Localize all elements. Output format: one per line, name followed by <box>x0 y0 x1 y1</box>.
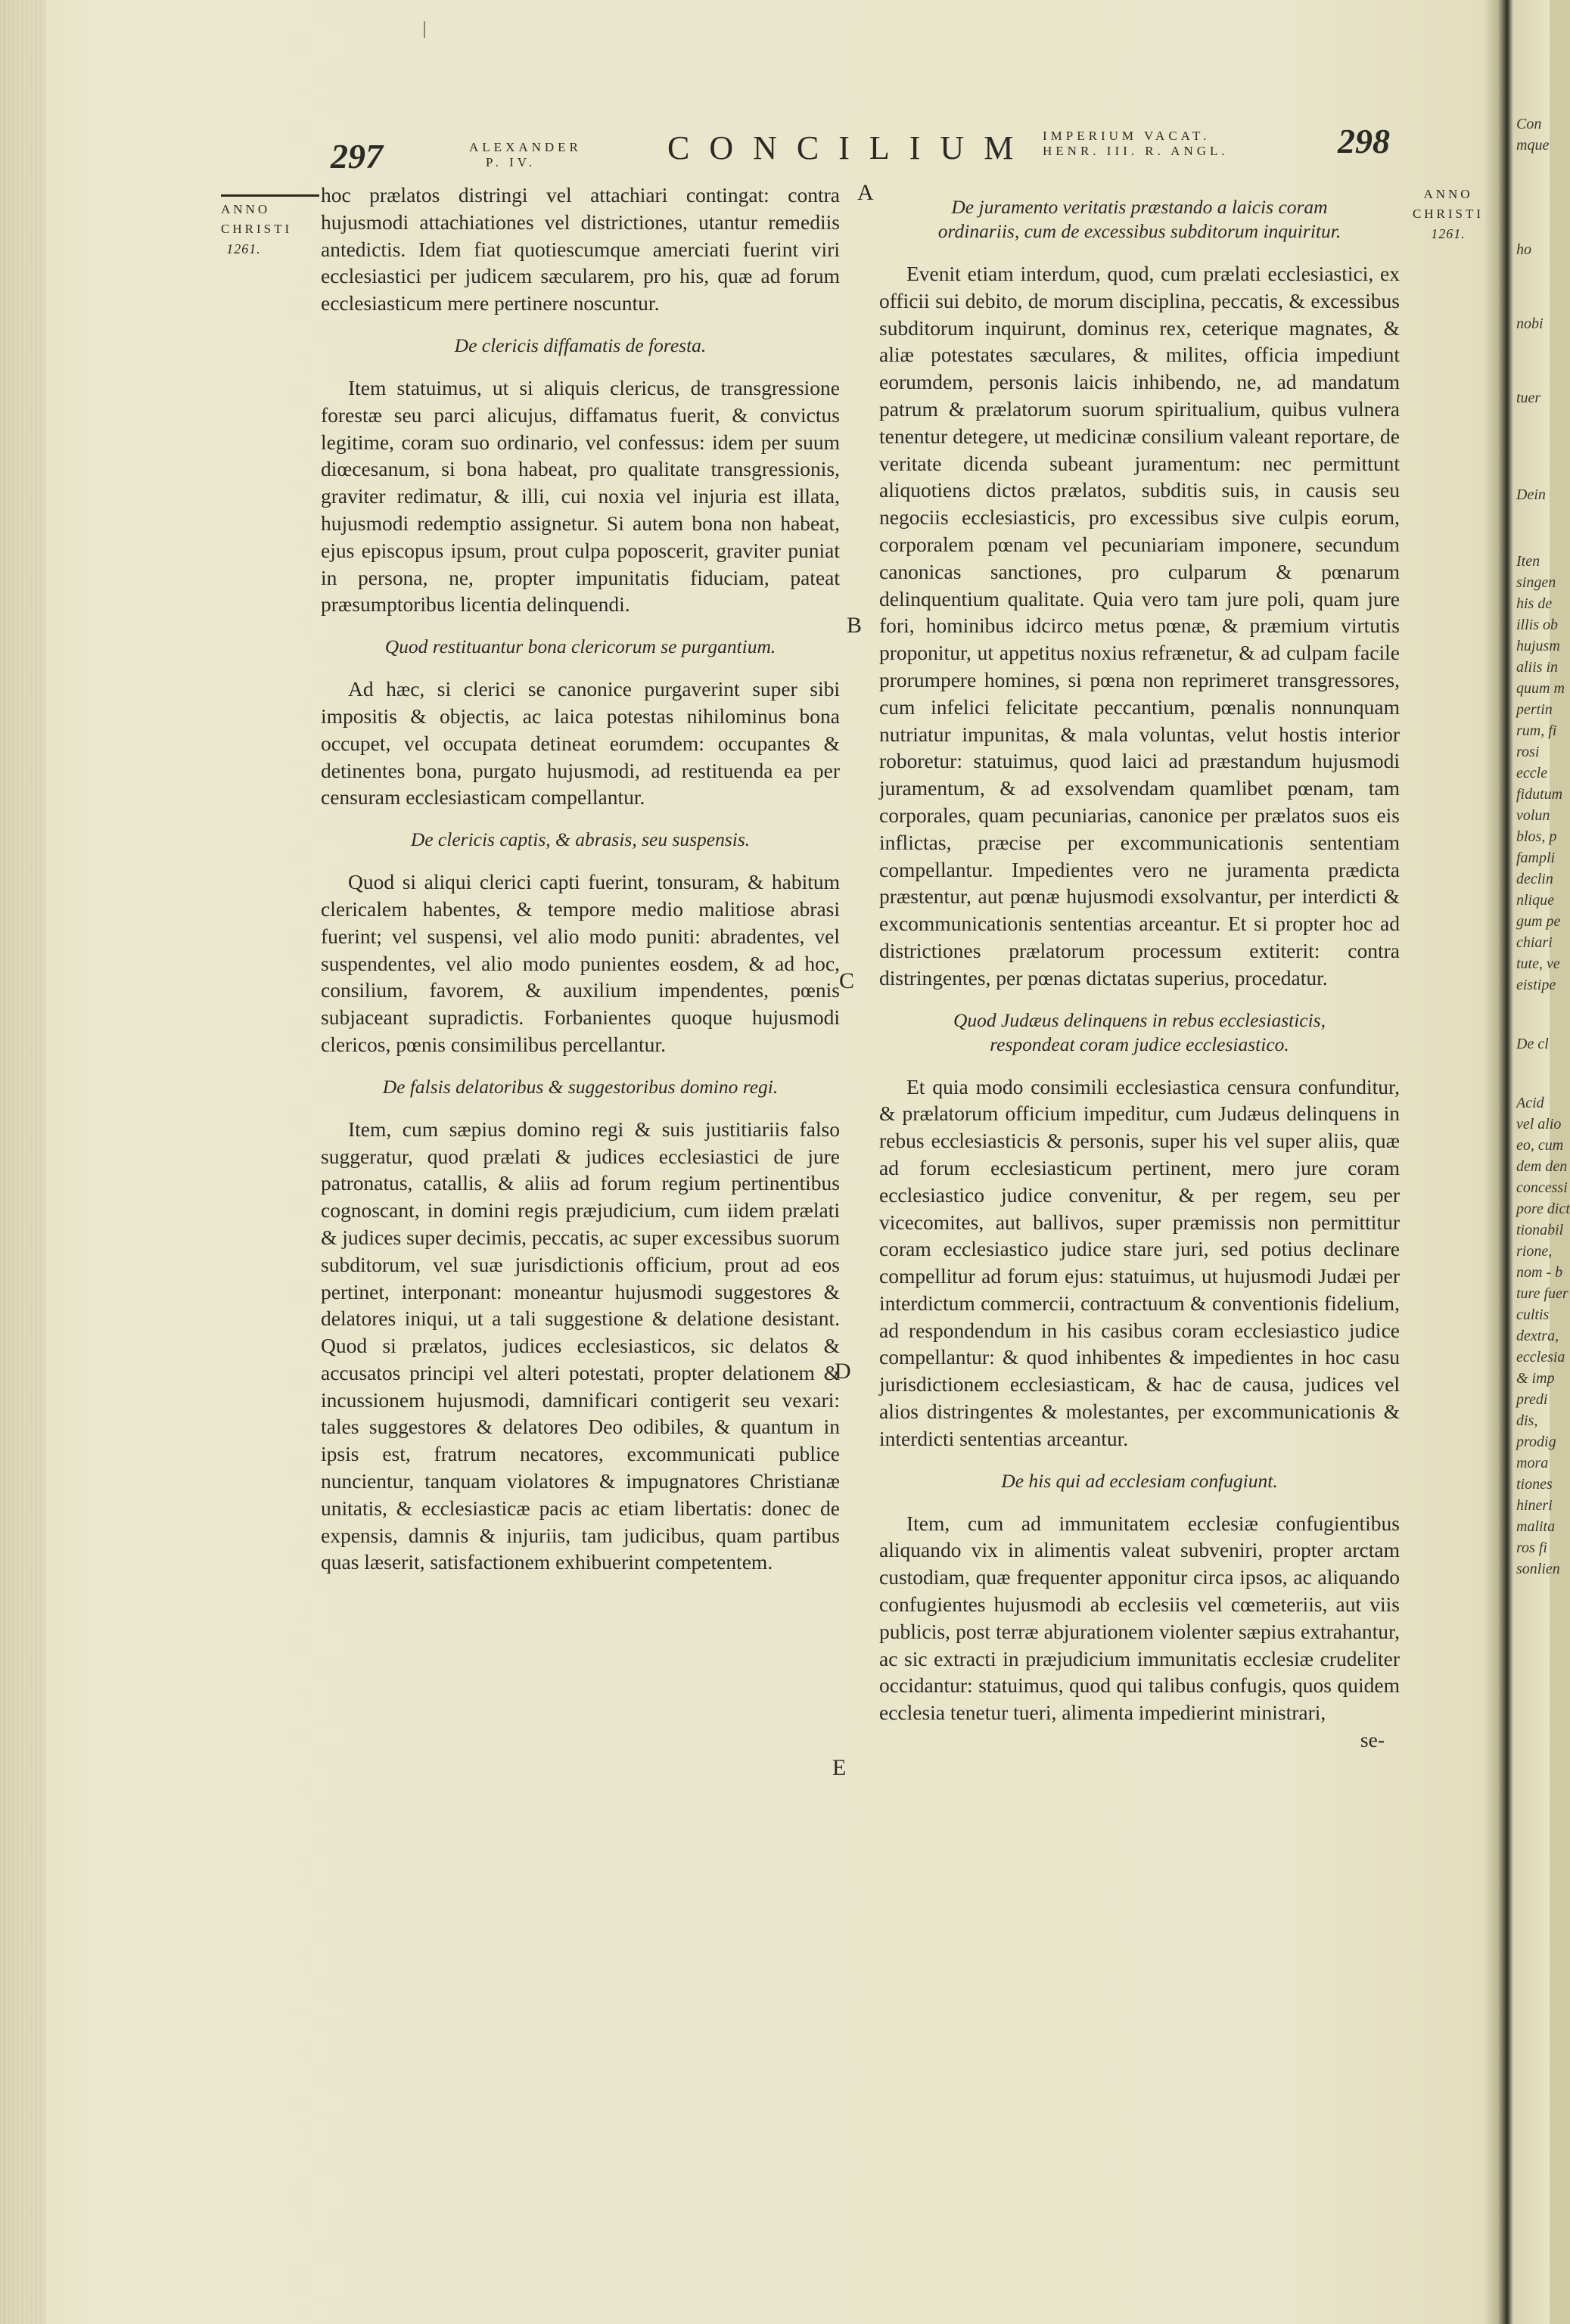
bleed-line: rum, fi <box>1516 722 1557 739</box>
bleed-line: illis ob <box>1516 617 1559 633</box>
bleed-line: declin <box>1516 871 1553 887</box>
section-heading: De clericis captis, & abrasis, seu suspensis. <box>410 828 751 851</box>
printer-mark <box>424 21 425 38</box>
bleed-line: ho <box>1516 241 1531 258</box>
bleed-line: nlique <box>1516 892 1554 909</box>
bleed-line: sonlien <box>1516 1561 1560 1577</box>
bleed-line: nobi <box>1516 315 1544 332</box>
bleed-line: concessi <box>1516 1179 1568 1196</box>
section-letter-b: B <box>847 613 863 638</box>
bleed-line: & imp <box>1516 1370 1555 1387</box>
bleed-line: Dein <box>1516 486 1546 503</box>
section-letter-e: E <box>832 1755 847 1780</box>
left-running-head <box>469 140 582 170</box>
bleed-line: mque <box>1516 137 1550 154</box>
section-heading: Quod Judæus delinquens in rebus ecclesiasticis, respondeat coram judice ecclesiastico. <box>953 1008 1326 1055</box>
margin-note-left-line2: CHRISTI <box>221 222 293 236</box>
bleed-line: prodig <box>1516 1434 1556 1450</box>
bleed-line: fidutum <box>1516 786 1563 803</box>
bleed-line: ros fi <box>1516 1539 1547 1556</box>
left-running-head-line1: ALEXANDER <box>469 140 582 154</box>
section-heading: De juramento veritatis præstando a laicis coram ordinariis, cum de excessibus subditorum inquiritur. <box>937 196 1341 242</box>
bleed-line: De cl <box>1516 1036 1549 1052</box>
bleed-line: tionabil <box>1516 1222 1564 1238</box>
bleed-line: eo, cum <box>1516 1137 1564 1154</box>
right-column <box>879 189 1400 1754</box>
section-heading: De clericis diffamatis de foresta. <box>454 334 707 356</box>
margin-note-left-line1: ANNO <box>221 202 271 216</box>
section-heading: Quod restituantur bona clericorum se purgantium. <box>384 635 776 658</box>
margin-note-right <box>1409 185 1488 244</box>
bleed-line: eccle <box>1516 765 1548 781</box>
bleed-line: hujusm <box>1516 638 1560 654</box>
page-title: CONCILIUM <box>667 129 1034 166</box>
bleed-line: rosi <box>1516 744 1540 760</box>
bleed-line: volun <box>1516 807 1550 824</box>
paragraph: Quod si aliqui clerici capti fuerint, tonsuram, & habitum clericalem habentes, & tempore medio malitiose abrasi fuerint; vel suspensi, vel alio modo puniti: abradentes, vel suspendentes, vel alio modo punientes eosdem, & ad hoc, consilium, favorem, & auxilium impendentes, pœnis subjaceant supradictis. Forbanientes quoque hujusmodi clericos, pœnis consimilibus percellantur. <box>321 870 840 1056</box>
paragraph: hoc prælatos distringi vel attachiari contingat: contra hujusmodi attachiationes vel districtiones, utantur remediis antedictis. Idem fiat quotiescumque amerciati fuerint viri ecclesiastici per judicem sæcularem, pro his, quæ ad forum ecclesiasticum mere pertinere noscuntur. <box>321 183 840 315</box>
section-heading: De falsis delatoribus & suggestoribus domino regi. <box>382 1075 779 1098</box>
bleed-line: malita <box>1516 1518 1556 1535</box>
bleed-line: pertin <box>1516 701 1553 718</box>
section-letter-d: D <box>835 1359 851 1384</box>
bleed-line: dem den <box>1516 1158 1568 1175</box>
bleed-line: aliis in <box>1516 659 1559 676</box>
bleed-line: quum m <box>1516 680 1565 697</box>
right-page-number: 298 <box>1338 122 1390 160</box>
bleed-line: mora <box>1516 1455 1549 1471</box>
paragraph: Ad hæc, si clerici se canonice purgaverint super sibi impositis & objectis, ac laica potestas nihilominus bona occupet, vel occupata detineat eorumdem: occupantes & detinentes bona, purgato hujusmodi, ad restituenda ea per censuram ecclesiasticam compellantur. <box>321 677 840 809</box>
left-running-head-line2: P. IV. <box>486 155 536 169</box>
bleed-line: dis, <box>1516 1412 1538 1429</box>
paragraph: Evenit etiam interdum, quod, cum prælati ecclesiastici, ex officii sui debito, de morum disciplina, peccatis, & excessibus subditorum inquirunt, dominus rex, ceterique magnates, & aliæ potestates sæculares, & milites, officia impediunt eorumdem, personis laicis inhibendo, ne, ad mandatum patrum & prælatorum suorum spiritualium, quibus vulnera tenentur detegere, ut medicinæ consilium valeant reportare, de veritate dicenda subeant juramentum: nec permittunt aliquotiens dictos prælatos, subditis suis, in causis seu negociis ecclesiasticis, pro excessibus sive culpis eorum, corporalem pœnam vel pecuniariam imponere, secundum canonicas sanctiones, pro culparum & pœnarum delinquentium qualitate. Quia vero tam jure poli, quam jure fori, hominibus idcirco metus pœnæ, & præmium virtutis proponitur, ut appetitus noxius refrænetur, & ad culpam facile prorumpere homines, si pœna non reprimeret transgressores, cum infelici felicitate peccantium, pœnalis nonnunquam nutriatur impunitas, & mala voluntas, velut hostis interior roboretur: statuimus, quod laici ad præstandum hujusmodi juramentum, & ad exsolvendam quamlibet pœnam, tam corporales, quam pecuniarias, canonice per prælatos suos eis inflictas, præcise per excommunicationis sententiam compellantur. Impedientes vero ne juramenta prædicta præstentur, aut pœnæ hujusmodi exsolvantur, per interdicti & excommunicationis sententias arceantur. Et si propter hoc ad districtiones prælatorum processum extiterit: contra distringentes, per pœnas dictatas superius, procedatur. <box>879 262 1400 990</box>
margin-note-right-year: 1261. <box>1431 226 1466 241</box>
paragraph: Item, cum ad immunitatem ecclesiæ confugientibus aliquando vix in alimentis valeat subveniri, propter arctam custodiam, quæ frequenter apponitur circa ipsos, ac aliquando confugientes hujusmodi ab ecclesiis vel cœmeteriis, aut viis publicis, post terræ abjurationem violenter sæpius extrahantur, ac sic extracti in præjudicium immunitatis ecclesiæ crudeliter occidantur: statuimus, quod qui talibus confugis, quos quidem ecclesia tenetur tueri, alimenta impedierint ministrari, <box>879 1511 1400 1725</box>
bleed-line: hineri <box>1516 1497 1553 1514</box>
left-column <box>321 182 840 1576</box>
margin-note-left-year: 1261. <box>226 241 261 256</box>
paragraph: Item, cum sæpius domino regi & suis justitiariis falso suggeratur, quod prælati & judices ecclesiastici de jure patronatus, catallis, & aliis ad forum regium pertinentibus cognoscant, in domini regis præjudicium, cum iidem prælati & judices super decimis, peccatis, ac super excessibus suorum subditorum, vel suæ jurisdictionis officium, prout ad eos pertinet, interponant: moneantur hujusmodi suggestores & delatores iniqui, ut a tali suggestione & delatione desistant. Quod si prælatos, judices ecclesiasticos, sic delatos & accusatos principi vel alteri potestati, propter delationem & incussionem hujusmodi, damnificari contigerit seu vexari: tales suggestores & delatores Deo odibiles, & quantum in ipsis est, fratrum necatores, excommunicati publice nuncientur, tanquam violatores & impugnatores Christianæ unitatis, & ecclesiasticæ pacis ac etiam libertatis: donec de expensis, damnis & injuriis, tam judicibus, quam partibus quas læserit, satisfactionem exhibuerint competentem. <box>321 1117 840 1574</box>
bleed-line: tuer <box>1516 390 1541 406</box>
section-heading: De his qui ad ecclesiam confugiunt. <box>1001 1469 1278 1492</box>
margin-note-left <box>221 200 293 259</box>
bleed-line: predi <box>1516 1391 1548 1408</box>
binding-shadow <box>0 0 45 2324</box>
bleed-line: Iten <box>1516 553 1540 570</box>
bleed-line: fampli <box>1516 850 1556 866</box>
paragraph: Et quia modo consimili ecclesiastica censura confunditur, & prælatorum officium impeditur, cum Judæus delinquens in rebus ecclesiasticis & personis, super his vel super aliis, quæ ad forum ecclesiasticum pertinent, mero jure coram ecclesiastico judice convenitur, & per regem, seu per vicecomites, aut ballivos, super præmissis non permittitur coram ecclesiastico judice stare juri, sed potius declinare compellitur ad forum ejus: statuimus, ut hujusmodi Judæi per interdictum commercii, contractuum & conventionis fidelium, ad respondendum in his casibus coram ecclesiastico judice compellantur: & quod inhibentes & impedientes in hoc casu jurisdictionem ecclesiasticam, & hac de causa, judices vel alios distringentes & molestantes, per excommunicationis & interdicti sententias arceantur. <box>879 1074 1400 1450</box>
bleed-line: tiones <box>1516 1476 1553 1493</box>
right-running-head <box>1043 129 1229 159</box>
margin-note-right-line1: ANNO <box>1423 187 1473 201</box>
bleed-line: tute, ve <box>1516 955 1560 972</box>
section-letter-c: C <box>839 968 855 993</box>
bleed-line: rione, <box>1516 1243 1553 1260</box>
bleed-line: cultis <box>1516 1306 1550 1323</box>
bleed-line: Con <box>1516 116 1542 132</box>
left-page-number: 297 <box>331 137 383 176</box>
bleed-line: blos, p <box>1516 828 1557 845</box>
bleed-line: vel alio <box>1516 1116 1562 1132</box>
margin-rule-left <box>221 194 319 197</box>
right-running-head-line1: IMPERIUM VACAT. <box>1043 129 1211 143</box>
bleed-line: his de <box>1516 595 1553 612</box>
bleed-line: ecclesia <box>1516 1349 1565 1366</box>
bleed-line: Acid <box>1516 1095 1544 1111</box>
bleed-line: dextra, <box>1516 1328 1559 1344</box>
adjacent-page-edge-text <box>1516 113 1570 1580</box>
bleed-line: eistipe <box>1516 977 1556 993</box>
paragraph: Item statuimus, ut si aliquis clericus, de transgressione forestæ seu parci alicujus, diffamatus fuerit, & convictus legitime, coram suo ordinario, vel confessus: idem per suum diœcesanum, si bona habeat, pro qualitate transgressionis, graviter redimatur, & illi, cui noxia vel injuria est illata, hujusmodi redemptio assignetur. Si autem bona non habeat, ejus episcopus ipsum, prout culpa poposcerit, graviter puniat in persona, ne, propter impunitatis fiduciam, pateat præsumptoribus licentia delinquendi. <box>321 375 840 617</box>
bleed-line: gum pe <box>1516 913 1561 930</box>
bleed-line: pore dict <box>1516 1201 1570 1217</box>
bleed-line: chiari <box>1516 934 1553 951</box>
section-letter-a: A <box>857 180 874 205</box>
bleed-line: nom - b <box>1516 1264 1563 1281</box>
right-running-head-line2: HENR. III. R. ANGL. <box>1043 144 1229 158</box>
bleed-line: ture fuer <box>1516 1285 1568 1302</box>
catchword: se- <box>1360 1728 1385 1752</box>
margin-note-right-line2: CHRISTI <box>1412 207 1485 221</box>
bleed-line: singen <box>1516 574 1556 591</box>
